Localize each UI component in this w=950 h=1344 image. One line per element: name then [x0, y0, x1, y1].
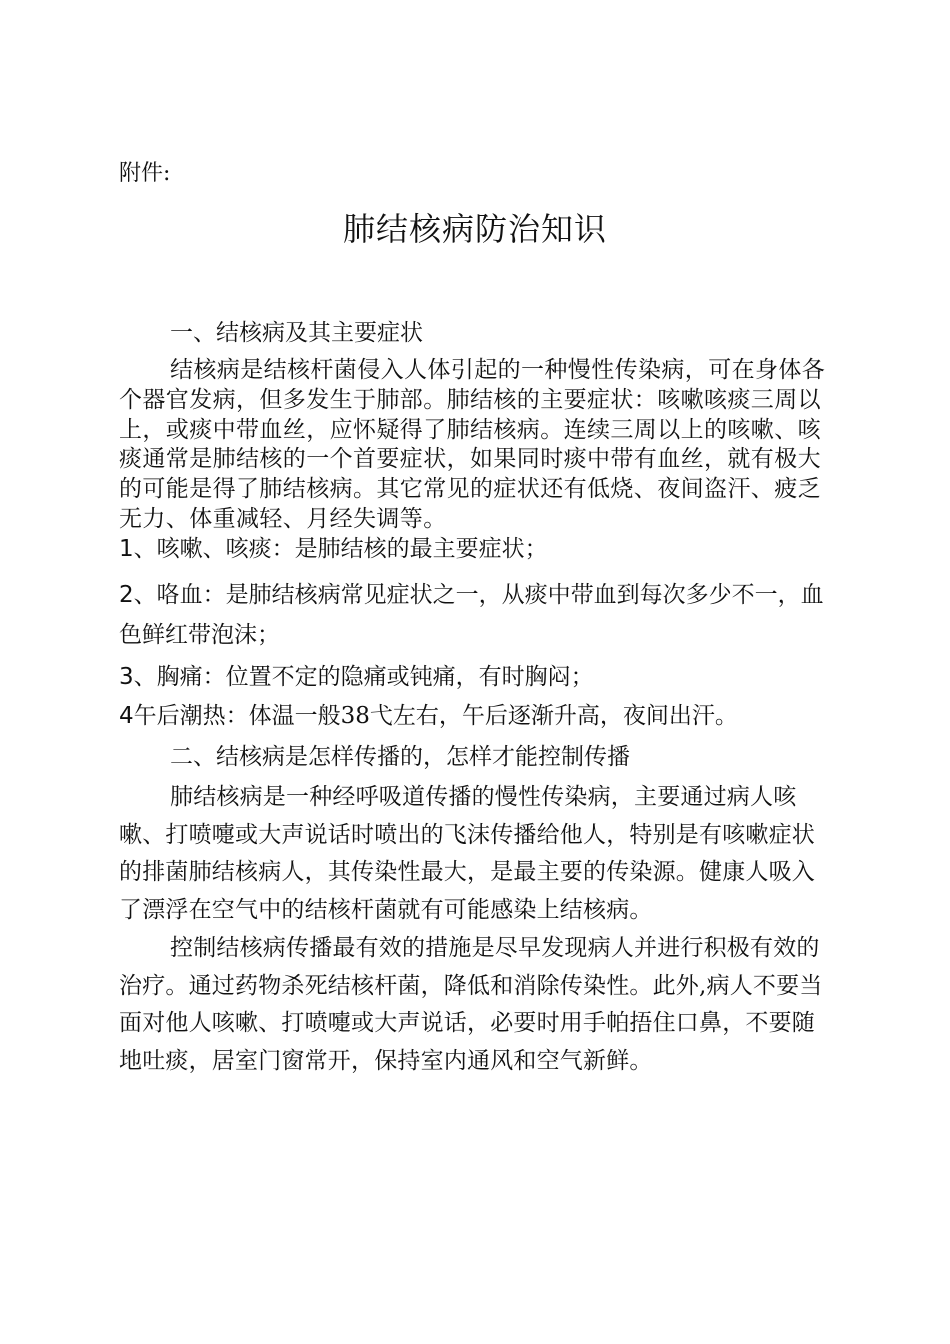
symptom-item-1: [119, 529, 835, 569]
section-2-paragraph-2: 控制结核病传播最有效的措施是尽早发现病人并进行积极有效的治疗。通过药物杀死结核杆菌，降低和消除传染性。此外,病人不要当面对他人咳嗽、打喷嚏或大声说话，必要时用手帕捂住口鼻，不要随地吐痰，居室门窗常开，保持室内通风和空气新鲜。: [119, 935, 823, 1074]
section-1-heading: 一、结核病及其主要症状: [170, 320, 423, 346]
symptom-item-3: [119, 657, 835, 697]
section-2-paragraph-1: 肺结核病是一种经呼吸道传播的慢性传染病，主要通过病人咳嗽、打喷嚏或大声说话时喷出的飞沫传播给他人，特别是有咳嗽症状的排菌肺结核病人，其传染性最大，是最主要的传染源。健康人吸入了漂浮在空气中的结核杆菌就有可能感染上结核病。: [119, 784, 815, 923]
symptom-item-4: [119, 696, 835, 736]
symptom-item-3-number: 3: [119, 664, 134, 690]
symptom-item-2-text: 、咯血：是肺结核病常见症状之一，从痰中带血到每次多少不一，血色鲜红带泡沫；: [119, 582, 824, 648]
symptom-item-1-text: 、咳嗽、咳痰：是肺结核的最主要症状；: [133, 536, 548, 562]
document-title: 肺结核病防治知识: [342, 210, 607, 248]
symptom-item-2-number: 2: [119, 582, 134, 608]
symptom-item-2: [119, 575, 835, 655]
symptom-item-3-text: 、胸痛：位置不定的隐痛或钝痛，有时胸闷；: [133, 664, 594, 690]
symptom-item-4-number: 4: [119, 703, 134, 729]
symptom-item-4-text: 午后潮热：体温一般38弋左右，午后逐渐升高，夜间出汗。: [133, 703, 738, 729]
section-1-intro: 结核病是结核杆菌侵入人体引起的一种慢性传染病，可在身体各个器官发病，但多发生于肺部。肺结核的主要症状：咳嗽咳痰三周以上，或痰中带血丝，应怀疑得了肺结核病。连续三周以上的咳嗽、咳痰通常是肺结核的一个首要症状，如果同时痰中带有血丝，就有极大的可能是得了肺结核病。其它常见的症状还有低烧、夜间盗汗、疲乏无力、体重减轻、月经失调等。: [119, 357, 826, 532]
section-2-heading: 二、结核病是怎样传播的，怎样才能控制传播: [170, 744, 630, 770]
symptom-item-1-number: 1: [119, 536, 134, 562]
attachment-label: 附件:: [119, 161, 171, 186]
